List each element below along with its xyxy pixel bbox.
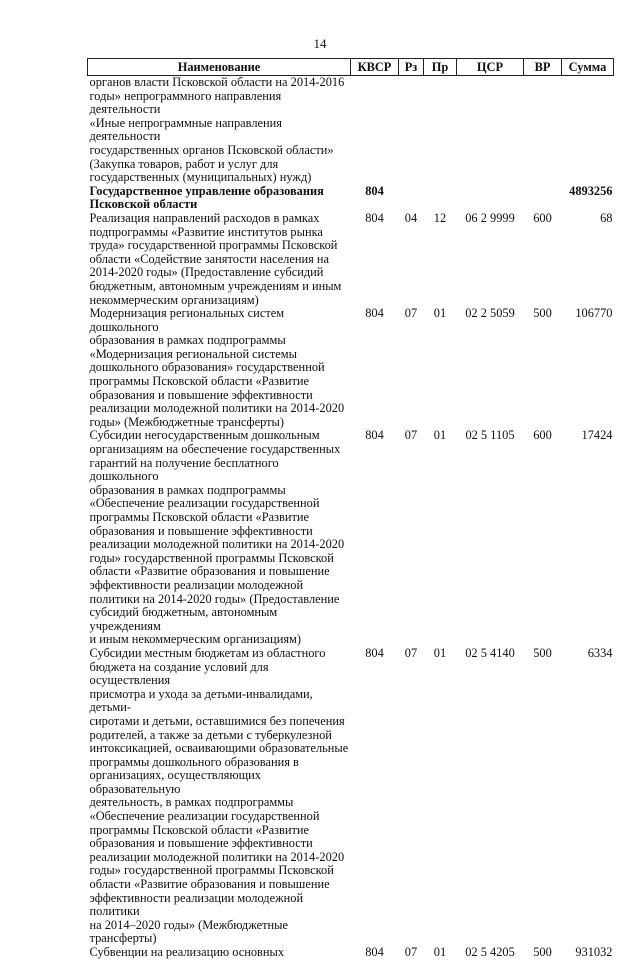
name-line: «Модернизация региональной системы [89, 346, 297, 361]
cell-sum: 6334 [587, 645, 613, 660]
name-line: образования и повышение эффективности [89, 387, 313, 402]
name-line: некоммерческим организациям) [89, 292, 259, 307]
cell-kvsr: 804 [365, 945, 384, 959]
cell-csr: 06 2 9999 [465, 210, 515, 225]
name-line: программы дошкольного образования в [89, 754, 299, 769]
name-line: «Иные непрограммные направления деятельности [89, 115, 282, 144]
cell-sum: 17424 [581, 428, 613, 443]
name-line: Модернизация региональных систем дошкольного [89, 306, 285, 334]
cell-sum: 106770 [575, 306, 613, 321]
name-line: дошкольного образования» государственной [89, 360, 325, 375]
name-line: образования и повышение эффективности [89, 523, 313, 538]
name-line: Субвенции на реализацию основных [89, 945, 285, 959]
name-line: Реализация направлений расходов в рамках [89, 210, 320, 225]
name-line: сиротами и детьми, оставшимися без попечения [89, 713, 345, 728]
name-line: организациях, осуществляющих образовательную [89, 768, 261, 796]
name-line: программы Псковской области «Развитие [89, 374, 310, 389]
name-line: программы Псковской области «Развитие [89, 822, 310, 837]
name-line: 2014-2020 годы» (Предоставление субсидий [89, 265, 324, 280]
name-line: политики на 2014-2020 годы» (Предоставление [89, 591, 340, 606]
name-line: области «Содействие занятости населения на [89, 251, 330, 266]
name-line: бюджетным, автономным учреждениям и иным [89, 278, 342, 293]
name-line: образования и повышение эффективности [89, 836, 313, 851]
cell-rz: 07 [404, 945, 418, 959]
cell-pr: 01 [433, 645, 447, 660]
header-sum: Сумма [562, 59, 614, 76]
name-line: труда» государственной программы Псковской [89, 238, 338, 253]
cell-name [88, 647, 351, 946]
table-row [88, 429, 614, 647]
cell-pr [424, 76, 457, 185]
cell-sum [562, 76, 614, 185]
cell-vr [524, 76, 562, 185]
name-line: бюджета на создание условий для осуществления [89, 659, 269, 688]
name-line: родителей, а также за детьми с туберкулезной [89, 727, 332, 742]
name-line: и иным некоммерческим организациям) [89, 632, 301, 647]
table-row [88, 946, 614, 960]
name-line: реализации молодежной политики на 2014-2020 [89, 849, 345, 864]
cell-rz: 07 [404, 428, 418, 443]
table-row [88, 76, 614, 185]
name-line: субсидий бюджетным, автономным учреждениям [89, 605, 278, 633]
name-line: программы Псковской области «Развитие [89, 510, 310, 524]
cell-csr: 02 2 5059 [465, 306, 515, 321]
cell-csr [457, 76, 524, 185]
header-pr: Пр [424, 59, 457, 76]
cell-sum: 68 [600, 210, 613, 225]
name-line: годы» непрограммного направления деятельности [89, 88, 282, 117]
cell-rz [399, 76, 424, 185]
cell-name [88, 185, 351, 212]
cell-pr: 12 [433, 210, 447, 225]
name-line: образования в рамках подпрограммы [89, 333, 286, 348]
header-name: Наименование [88, 59, 351, 76]
name-line: Псковской области [89, 197, 198, 212]
cell-pr: 01 [433, 945, 447, 959]
cell-vr: 500 [533, 306, 552, 321]
name-line: годы» (Межбюджетные трансферты) [89, 414, 284, 429]
name-line: Субсидии местным бюджетам из областного [89, 645, 326, 660]
name-line: на 2014–2020 годы» (Межбюджетные [89, 917, 288, 932]
name-line: эффективности реализации молодежной политики [89, 890, 304, 919]
name-line: реализации молодежной политики на 2014-2020 [89, 537, 345, 552]
cell-kvsr: 804 [365, 306, 384, 321]
cell-vr: 600 [533, 428, 552, 443]
cell-csr: 02 5 1105 [465, 428, 515, 443]
table-row [88, 185, 614, 212]
cell-name [88, 76, 351, 185]
name-line: интоксикацией, осваивающими образовательные [89, 741, 349, 756]
name-line: государственных (муниципальных) нужд) [89, 170, 312, 185]
name-line: подпрограммы «Развитие институтов рынка [89, 224, 323, 239]
cell-sum: 931032 [575, 945, 613, 959]
name-line: годы» государственной программы Псковской [89, 863, 334, 878]
cell-kvsr: 804 [365, 210, 384, 225]
table-row [88, 647, 614, 946]
name-line: деятельность, в рамках подпрограммы [89, 795, 294, 810]
header-kvsr: КВСР [351, 59, 399, 76]
cell-pr: 01 [433, 306, 447, 321]
cell-vr: 500 [533, 645, 552, 660]
cell-rz: 07 [404, 645, 418, 660]
name-line: области «Развитие образования и повышение [89, 564, 330, 579]
cell-vr: 500 [533, 945, 552, 959]
cell-rz: 04 [404, 210, 418, 225]
name-line: реализации молодежной политики на 2014-2020 [89, 401, 345, 416]
name-line: образования в рамках подпрограммы [89, 482, 286, 497]
table-row [88, 307, 614, 429]
name-line: Государственное управление образования [89, 183, 324, 198]
page-number: 14 [313, 36, 327, 51]
table-row [88, 212, 614, 307]
cell-vr [524, 185, 562, 212]
name-line: годы» государственной программы Псковской [89, 550, 334, 565]
cell-kvsr: 804 [365, 645, 384, 660]
name-line: «Обеспечение реализации государственной [89, 496, 320, 511]
cell-vr: 600 [533, 210, 552, 225]
name-line: органов власти Псковской области на 2014-2016 [89, 75, 345, 89]
cell-kvsr: 804 [365, 428, 384, 443]
header-csr: ЦСР [457, 59, 524, 76]
cell-name [88, 212, 351, 307]
name-line: присмотра и ухода за детьми-инвалидами, детьми- [89, 686, 313, 715]
name-line: государственных органов Псковской области» [89, 142, 334, 157]
name-line: (Закупка товаров, работ и услуг для [89, 156, 279, 171]
name-line: «Обеспечение реализации государственной [89, 809, 320, 824]
cell-name [88, 429, 351, 647]
table-header-row [88, 59, 614, 76]
table-body [88, 76, 614, 960]
cell-csr [457, 185, 524, 212]
name-line: организациям на обеспечение государственных [89, 442, 341, 457]
cell-pr [424, 185, 457, 212]
name-line: гарантий на получение бесплатного дошкольного [89, 455, 279, 484]
header-rz: Рз [399, 59, 424, 76]
cell-rz: 07 [404, 306, 418, 321]
cell-pr: 01 [433, 428, 447, 443]
cell-rz [399, 185, 424, 212]
cell-sum: 4893256 [569, 183, 613, 198]
cell-csr: 02 5 4205 [465, 945, 515, 959]
header-vr: ВР [524, 59, 562, 76]
cell-kvsr: 804 [365, 183, 384, 198]
budget-table [87, 58, 614, 960]
name-line: Субсидии негосударственным дошкольным [89, 428, 320, 443]
cell-name [88, 946, 351, 960]
name-line: области «Развитие образования и повышение [89, 877, 330, 892]
name-line: трансферты) [89, 931, 157, 946]
name-line: эффективности реализации молодежной [89, 577, 304, 592]
cell-csr: 02 5 4140 [465, 645, 515, 660]
cell-kvsr [351, 76, 399, 185]
cell-name [88, 307, 351, 429]
